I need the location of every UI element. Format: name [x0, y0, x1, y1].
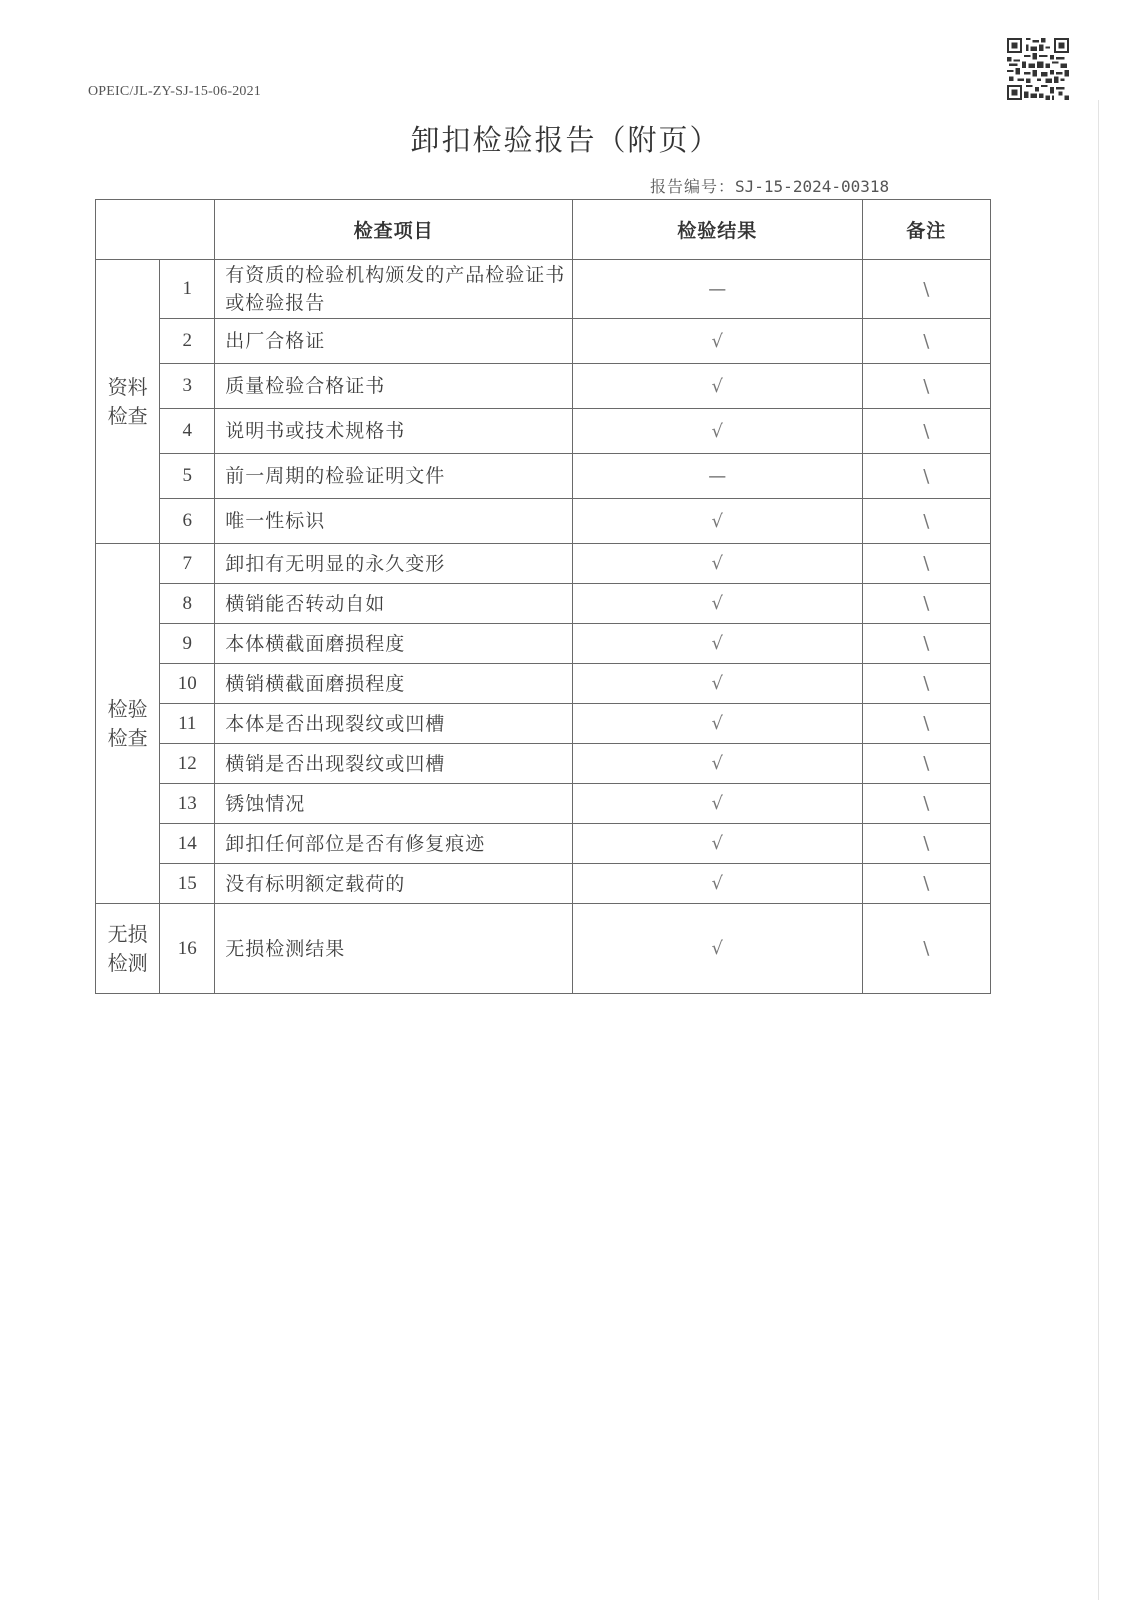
row-note: \: [862, 319, 990, 364]
table-header-row: [96, 200, 991, 260]
row-number: 11: [160, 704, 215, 744]
category-inspection-check: [96, 544, 160, 904]
row-note: \: [862, 904, 990, 994]
row-result: √: [573, 544, 862, 584]
report-number: [650, 174, 889, 197]
row-note: \: [862, 824, 990, 864]
table-row: [96, 664, 991, 704]
row-number: 6: [160, 499, 215, 544]
table-row: [96, 454, 991, 499]
category-line: 检查: [107, 403, 148, 428]
row-number: 4: [160, 409, 215, 454]
row-item: 横销横截面磨损程度: [215, 664, 573, 704]
table-row: [96, 744, 991, 784]
row-item: 横销能否转动自如: [215, 584, 573, 624]
row-result: √: [573, 904, 862, 994]
category-line: 检测: [107, 950, 148, 975]
header-note: 备注: [862, 200, 990, 260]
row-number: 9: [160, 624, 215, 664]
row-result: √: [573, 784, 862, 824]
row-item: 没有标明额定载荷的: [215, 864, 573, 904]
row-note: \: [862, 544, 990, 584]
row-number: 3: [160, 364, 215, 409]
row-result: √: [573, 409, 862, 454]
table-row: [96, 260, 991, 319]
page-title: 卸扣检验报告（附页）: [410, 123, 721, 157]
row-number: 12: [160, 744, 215, 784]
table-row: [96, 784, 991, 824]
header-item: 检查项目: [215, 200, 573, 260]
table-row: [96, 584, 991, 624]
row-note: \: [862, 664, 990, 704]
row-number: 1: [160, 260, 215, 319]
category-ndt: [96, 904, 160, 994]
row-result: √: [573, 584, 862, 624]
row-note: \: [862, 624, 990, 664]
table-row: [96, 319, 991, 364]
row-result: —: [573, 260, 862, 319]
row-number: 10: [160, 664, 215, 704]
row-item: 本体横截面磨损程度: [215, 624, 573, 664]
report-number-label: 报告编号：: [650, 177, 736, 196]
row-result: √: [573, 319, 862, 364]
header-result: 检验结果: [573, 200, 862, 260]
row-note: \: [862, 260, 990, 319]
row-note: \: [862, 744, 990, 784]
row-item: 质量检验合格证书: [215, 364, 573, 409]
row-result: √: [573, 664, 862, 704]
row-number: 2: [160, 319, 215, 364]
document-code: OPEIC/JL-ZY-SJ-15-06-2021: [88, 84, 261, 99]
row-note: \: [862, 584, 990, 624]
row-item: 横销是否出现裂纹或凹槽: [215, 744, 573, 784]
row-number: 7: [160, 544, 215, 584]
row-item: 本体是否出现裂纹或凹槽: [215, 704, 573, 744]
row-number: 15: [160, 864, 215, 904]
row-result: √: [573, 704, 862, 744]
row-item: 前一周期的检验证明文件: [215, 454, 573, 499]
row-item: 无损检测结果: [215, 904, 573, 994]
category-line: 检验: [107, 696, 148, 721]
row-number: 5: [160, 454, 215, 499]
row-note: \: [862, 364, 990, 409]
header-blank-cell: [96, 200, 215, 260]
table-row: [96, 544, 991, 584]
row-item: 卸扣任何部位是否有修复痕迹: [215, 824, 573, 864]
row-number: 14: [160, 824, 215, 864]
row-result: √: [573, 864, 862, 904]
row-item: 有资质的检验机构颁发的产品检验证书或检验报告: [215, 260, 573, 319]
table-row: [96, 904, 991, 994]
table-row: [96, 499, 991, 544]
row-note: \: [862, 704, 990, 744]
table-row: [96, 364, 991, 409]
table-row: [96, 824, 991, 864]
category-line: 资料: [107, 374, 148, 399]
table-row: [96, 704, 991, 744]
category-document-check: [96, 260, 160, 544]
row-note: \: [862, 864, 990, 904]
row-result: √: [573, 744, 862, 784]
row-result: √: [573, 364, 862, 409]
scan-edge-line: [1098, 100, 1099, 1600]
row-result: √: [573, 499, 862, 544]
table-row: [96, 624, 991, 664]
category-line: 检查: [107, 725, 148, 750]
row-result: √: [573, 624, 862, 664]
row-item: 卸扣有无明显的永久变形: [215, 544, 573, 584]
row-number: 8: [160, 584, 215, 624]
row-result: —: [573, 454, 862, 499]
row-item: 唯一性标识: [215, 499, 573, 544]
row-item: 锈蚀情况: [215, 784, 573, 824]
row-item: 出厂合格证: [215, 319, 573, 364]
row-note: \: [862, 454, 990, 499]
row-result: √: [573, 824, 862, 864]
inspection-table: [95, 199, 991, 994]
row-note: \: [862, 409, 990, 454]
row-number: 13: [160, 784, 215, 824]
row-note: \: [862, 499, 990, 544]
report-number-value: SJ-15-2024-00318: [735, 177, 890, 196]
table-row: [96, 409, 991, 454]
row-item: 说明书或技术规格书: [215, 409, 573, 454]
table-row: [96, 864, 991, 904]
row-number: 16: [160, 904, 215, 994]
category-line: 无损: [107, 921, 148, 946]
qr-code-icon: [1007, 38, 1069, 100]
row-note: \: [862, 784, 990, 824]
